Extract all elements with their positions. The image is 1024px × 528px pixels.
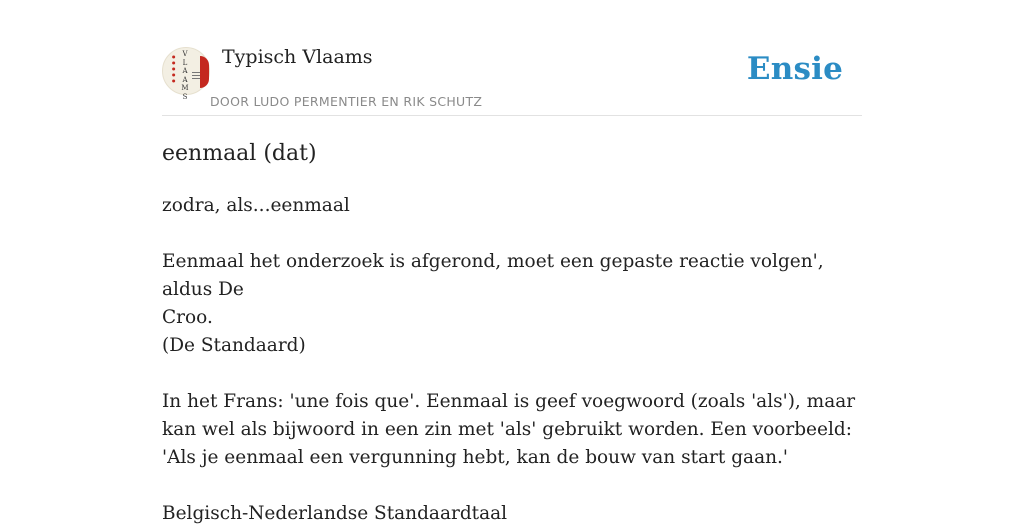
- entry-title: eenmaal (dat): [162, 141, 317, 166]
- cover-letter: S: [182, 92, 188, 101]
- entry-definition: zodra, als...eenmaal: [162, 195, 350, 216]
- entry-note: In het Frans: 'une fois que'. Eenmaal is geef voegwoord (zoals 'als'), maar kan wel als bijwoord in een zin met 'als' gebruikt worden. Een voorbeeld: 'Als je eenmaal een vergunning hebt, kan de bouw van start gaan.': [162, 391, 856, 468]
- header: [162, 0, 862, 116]
- cover-red-edge: [200, 56, 209, 88]
- entry-example-line-1: Eenmaal het onderzoek is afgerond, moet een gepaste reactie volgen', aldus De: [162, 251, 824, 300]
- cover-dots: ● ● ● ● ●: [172, 54, 176, 83]
- cover-letter: A: [182, 75, 188, 84]
- book-authors: DOOR LUDO PERMENTIER EN RIK SCHUTZ: [210, 94, 483, 109]
- cover-letter: L: [182, 58, 188, 67]
- book-cover-image[interactable]: [162, 47, 210, 101]
- page-container: [162, 0, 862, 524]
- entry-example-source: (De Standaard): [162, 335, 306, 356]
- cover-letters: [180, 50, 190, 101]
- book-title[interactable]: Typisch Vlaams: [222, 46, 373, 68]
- entry-example-line-2: Croo.: [162, 307, 213, 328]
- cover-letter: A: [182, 67, 188, 75]
- cover-letter: M: [181, 84, 189, 92]
- cover-letter: V: [182, 50, 188, 58]
- entry-category: Belgisch-Nederlandse Standaardtaal: [162, 503, 508, 524]
- entry-body: [162, 192, 862, 528]
- ensie-logo-link[interactable]: Ensie: [746, 51, 843, 87]
- cover-lines: [192, 72, 200, 81]
